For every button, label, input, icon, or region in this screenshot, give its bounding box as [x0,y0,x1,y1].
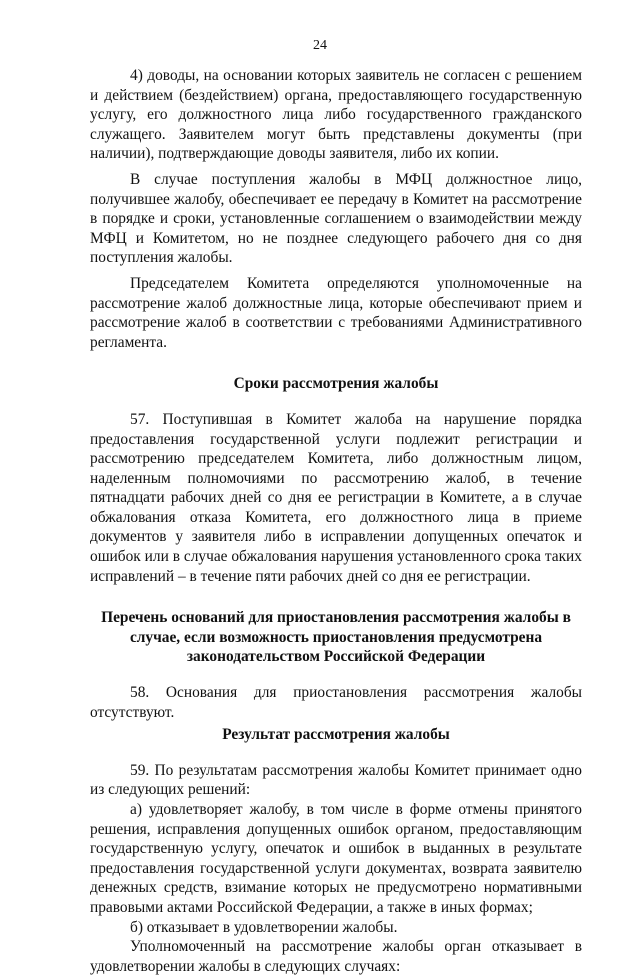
paragraph-authorized-officials: Председателем Комитета определяются уполномоченные на рассмотрение жалоб должностные лица, которые обеспечивают прием и рассмотрение жалоб в соответствии с требованиями Административного регламента. [90,274,582,351]
page-number: 24 [313,38,327,53]
paragraph-58: 58. Основания для приостановления рассмотрения жалобы отсутствуют. [90,684,582,721]
paragraph-refusal-cases: Уполномоченный на рассмотрение жалобы орган отказывает в удовлетворении жалобы в следующих случаях: [90,938,582,975]
page-content [90,66,582,976]
paragraph-59: 59. По результатам рассмотрения жалобы Комитет принимает одно из следующих решений: [90,761,582,799]
paragraph-mfc-transfer: В случае поступления жалобы в МФЦ должностное лицо, получившее жалобу, обеспечивает ее передачу в Комитет на рассмотрение в порядке и сроки, установленные соглашением о взаимодействии между МФЦ и Комитетом, но не позднее следующего рабочего дня со дня поступления жалобы. [90,170,582,267]
paragraph-59-a: а) удовлетворяет жалобу, в том числе в форме отмены принятого решения, исправления допущенных ошибок органом, предоставляющим государственную услугу, опечаток и ошибок в выданных в результате предоставления государственной услуги документах, возврата заявителю денежных средств, взимание которых не предусмотрено нормативными правовыми актами Российской Федерации, а также в иных формах; [90,801,582,916]
paragraph-complaint-arguments: 4) доводы, на основании которых заявитель не согласен с решением и действием (бездействием) органа, предоставляющего государственную услугу, его должностного лица либо государственного гражданского служащего. Заявителем могут быть представлены документы (при наличии), подтверждающие доводы заявителя, либо их копии. [90,67,582,163]
paragraph-59-b: б) отказывает в удовлетворении жалобы. [130,918,398,936]
paragraph-57: 57. Поступившая в Комитет жалоба на нарушение порядка предоставления государственной услуги подлежит регистрации и рассмотрению председателем Комитета, либо должностным лицом, наделенным полномочиями по рассмотрению жалоб, в течение пятнадцати рабочих дней со дня ее регистрации в Комитете, а в случае обжалования отказа Комитета, его должностного лица в приеме документов у заявителя либо в исправлении допущенных опечаток и ошибок или в случае обжалования нарушения установленного срока таких исправлений – в течение пяти рабочих дней со дня ее регистрации. [90,410,582,585]
heading-suspension-grounds: Перечень оснований для приостановления рассмотрения жалобы в случае, если возможность приостановления предусмотрена законодательством Российской Федерации [101,609,571,666]
heading-review-terms: Сроки рассмотрения жалобы [233,375,439,393]
heading-review-result: Результат рассмотрения жалобы [222,726,450,744]
